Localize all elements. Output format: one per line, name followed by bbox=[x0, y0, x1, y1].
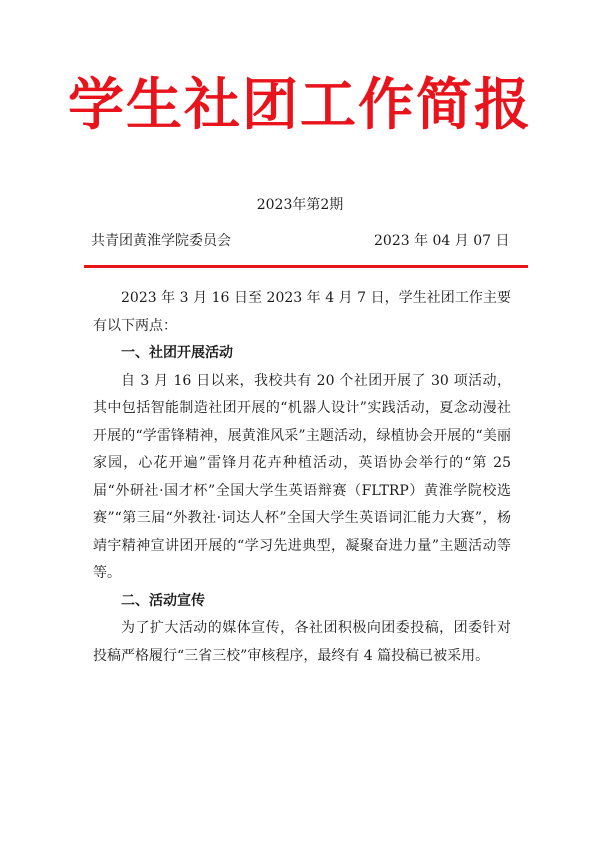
activities-paragraph: 自 3 月 16 日以来，我校共有 20 个社团开展了 30 项活动，其中包括智能制造社团开展的“机器人设计”实践活动，夏念动漫社开展的“学雷锋精神，展黄淮风采”主题活动，绿植协会开展的“美丽家园，心花开遍”雷锋月花卉种植活动，英语协会举行的“第 25 届“外研社·国才杯”全国大学生英语辩赛（FLTRP）黄淮学院校选赛”“第三届“外教社·词达人杯”全国大学生英语词汇能力大赛”，杨靖宇精神宣讲团开展的“学习先进典型，凝聚奋进力量”主题活动等等。 bbox=[93, 372, 511, 581]
section-heading-activities: 一、社团开展活动 bbox=[121, 345, 233, 361]
publicity-paragraph: 为了扩大活动的媒体宣传，各社团积极向团委投稿，团委针对投稿严格履行“三省三校”审核程序，最终有 4 篇投稿已被采用。 bbox=[93, 620, 511, 664]
intro-paragraph: 2023 年 3 月 16 日至 2023 年 4 月 7 日，学生社团工作主要有以下两点： bbox=[93, 290, 511, 334]
header-divider bbox=[84, 265, 528, 268]
report-body bbox=[93, 285, 511, 670]
issuing-organization: 共青团黄淮学院委员会 bbox=[91, 233, 231, 249]
issue-date: 2023 年 04 月 07 日 bbox=[374, 233, 510, 249]
section-heading-publicity: 二、活动宣传 bbox=[121, 592, 205, 609]
issue-number: 2023年第2期 bbox=[256, 197, 344, 213]
newsletter-masthead: 学生社团工作简报 bbox=[68, 73, 532, 138]
